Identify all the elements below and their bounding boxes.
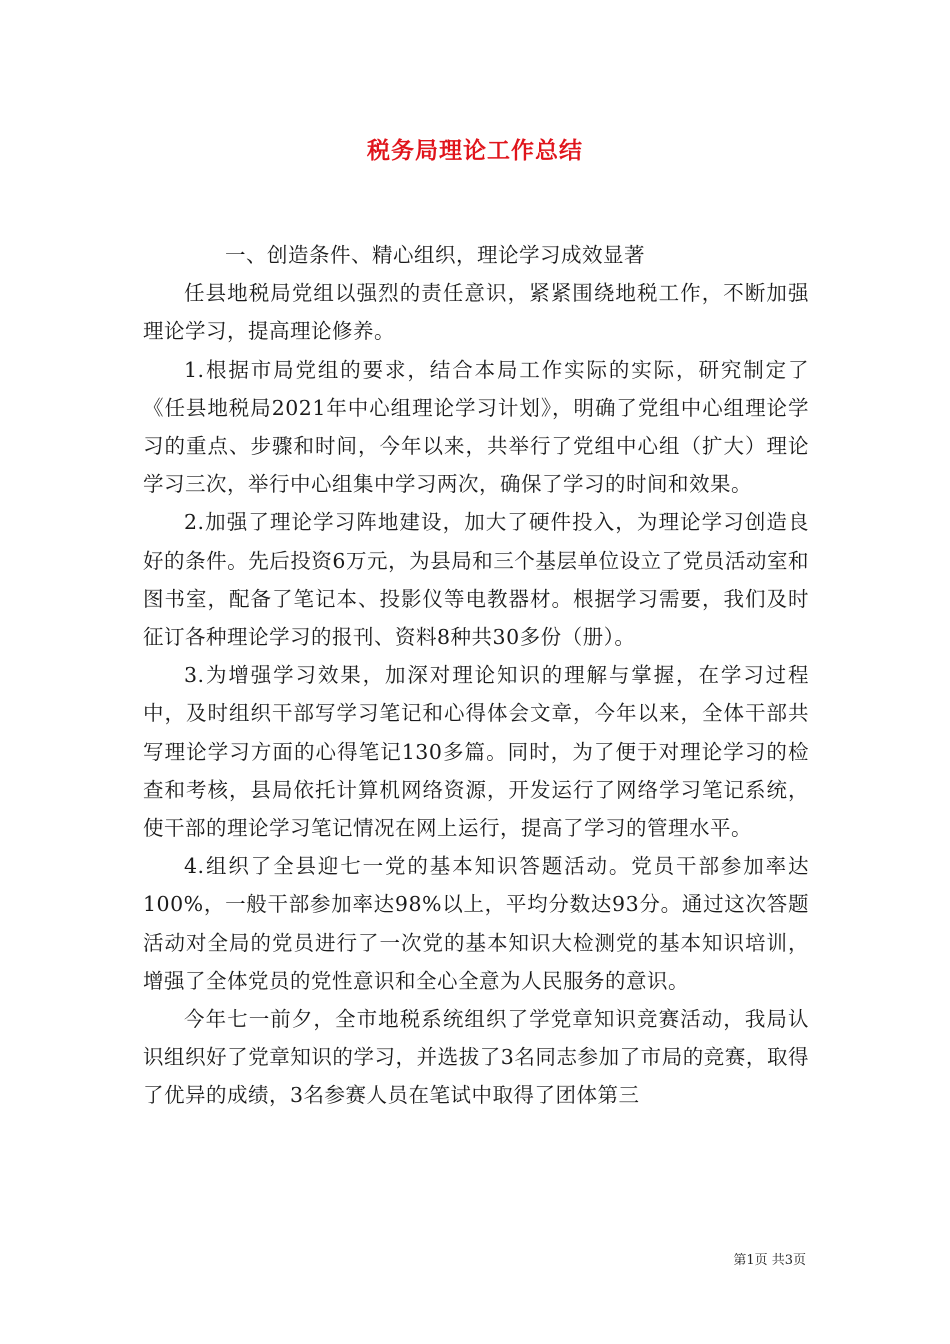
paragraph-item-3: 3.为增强学习效果，加深对理论知识的理解与掌握，在学习过程中，及时组织干部写学习笔记和心得体会文章，今年以来，全体干部共写理论学习方面的心得笔记130多篇。同时，为了便于对理论学习的检查和考核，县局依托计算机网络资源，开发运行了网络学习笔记系统，使干部的理论学习笔记情况在网上运行，提高了学习的管理水平。 <box>143 663 809 841</box>
document-body <box>143 236 809 1115</box>
paragraph-item-2: 2.加强了理论学习阵地建设，加大了硬件投入，为理论学习创造良好的条件。先后投资6万元，为县局和三个基层单位设立了党员活动室和图书室，配备了笔记本、投影仪等电教器材。根据学习需要，我们及时征订各种理论学习的报刊、资料8种共30多份（册）。 <box>143 510 809 650</box>
section-heading: 一、创造条件、精心组织，理论学习成效显著 <box>225 243 645 267</box>
paragraph-item-4: 4.组织了全县迎七一党的基本知识答题活动。党员干部参加率达100%，一般干部参加率达98%以上，平均分数达93分。通过这次答题活动对全局的党员进行了一次党的基本知识大检测党的基本知识培训，增强了全体党员的党性意识和全心全意为人民服务的意识。 <box>143 854 809 993</box>
page-number-footer: 第1页 共3页 <box>733 1253 806 1268</box>
paragraph-intro: 任县地税局党组以强烈的责任意识，紧紧围绕地税工作，不断加强理论学习，提高理论修养。 <box>143 281 809 344</box>
document-title: 税务局理论工作总结 <box>367 137 583 164</box>
paragraph-item-1: 1.根据市局党组的要求，结合本局工作实际的实际，研究制定了《任县地税局2021年中心组理论学习计划》，明确了党组中心组理论学习的重点、步骤和时间，今年以来，共举行了党组中心组（扩大）理论学习三次，举行中心组集中学习两次，确保了学习的时间和效果。 <box>143 357 809 497</box>
paragraph-party-constitution-contest: 今年七一前夕，全市地税系统组织了学党章知识竞赛活动，我局认识组织好了党章知识的学习，并选拔了3名同志参加了市局的竞赛，取得了优异的成绩，3名参赛人员在笔试中取得了团体第三 <box>143 1007 809 1108</box>
